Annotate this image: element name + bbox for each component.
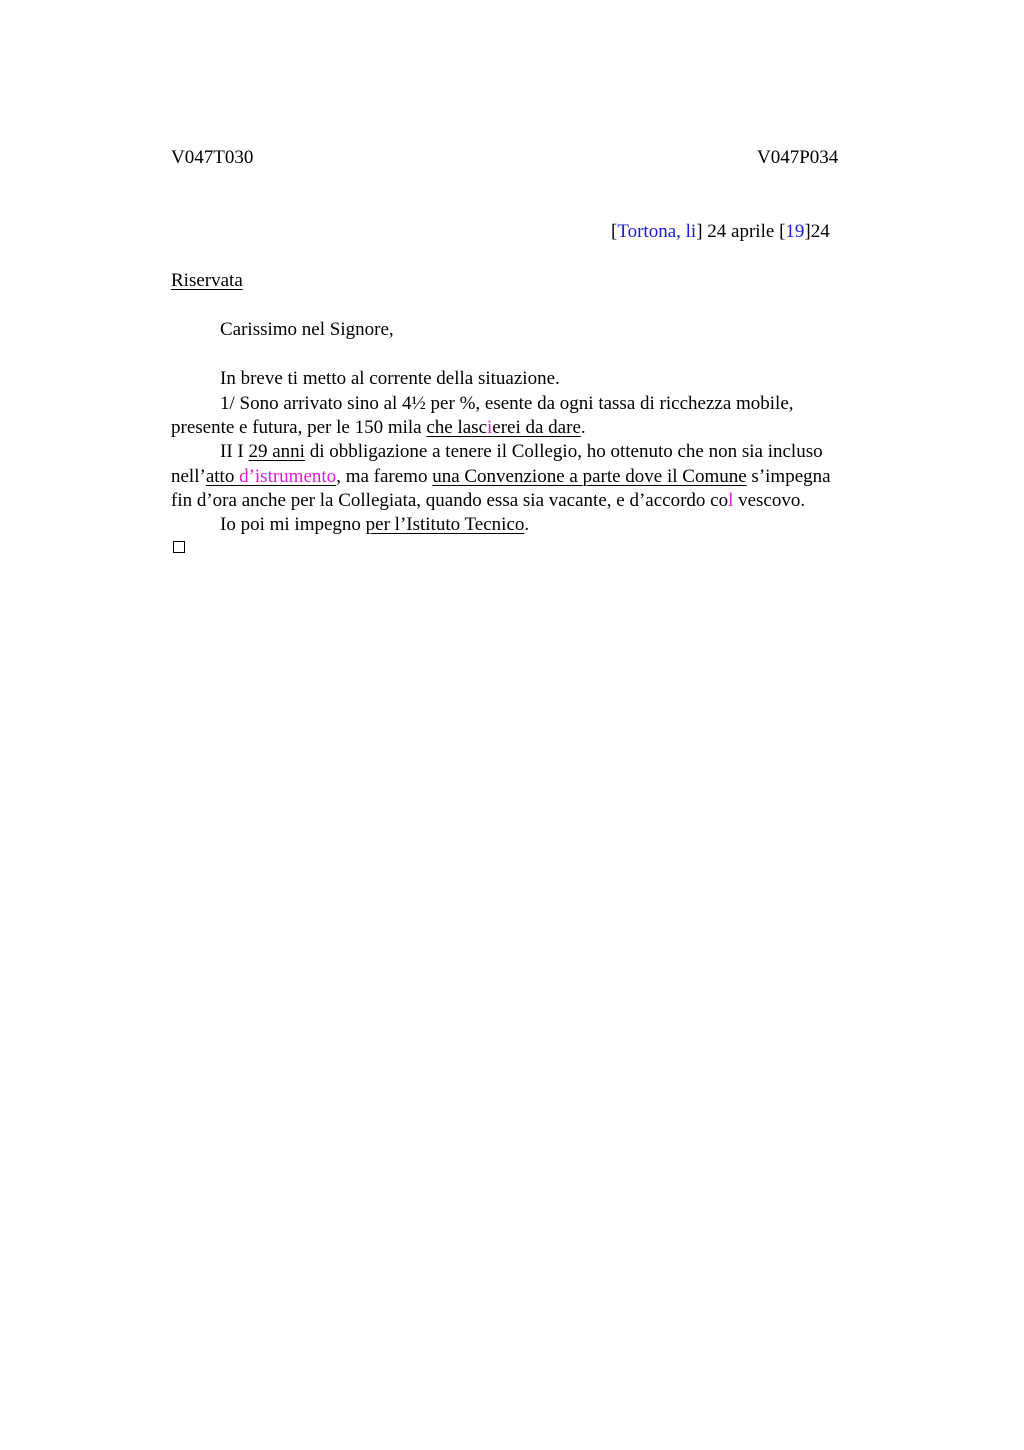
dateline-year-end: 24	[810, 221, 830, 242]
underlined-run	[426, 417, 581, 438]
dateline-year-century: 19	[785, 221, 805, 242]
salutation: Carissimo nel Signore,	[220, 319, 394, 340]
underlined-run	[206, 466, 336, 487]
correction-run: i	[487, 417, 493, 438]
underlined-run: una Convenzione a parte dove il Comune	[432, 466, 747, 487]
intro-line: In breve ti metto al corrente della situazione.	[220, 368, 560, 389]
text-run: , ma faremo	[336, 466, 433, 487]
end-of-document-square-icon	[173, 541, 185, 553]
text-run: .	[580, 417, 586, 438]
text-run: erei da dare	[492, 417, 581, 438]
text-run: fin d’ora anche per la Collegiata, quando essa sia vacante, e d’accordo co	[171, 490, 729, 511]
dateline-day-month: 24 aprile	[702, 221, 780, 242]
year-bracket-close: ]	[804, 221, 811, 242]
text-run: .	[524, 514, 530, 535]
text-run: che lasc	[426, 417, 487, 438]
point-2-line-3	[171, 489, 805, 513]
point-1-line-2	[171, 416, 586, 440]
correction-run: d’istrumento	[239, 466, 337, 487]
reserved-label: Riservata	[171, 270, 243, 291]
point-1-line-1: 1/ Sono arrivato sino al 4½ per %, esente da ogni tassa di ricchezza mobile,	[220, 393, 794, 414]
point-2-line-1	[220, 440, 823, 464]
archive-code-left: V047T030	[171, 147, 254, 168]
correction-run: l	[728, 490, 734, 511]
underlined-run: per l’Istituto Tecnico	[365, 514, 525, 535]
dateline-place: Tortona, li	[617, 221, 697, 242]
year-bracket-open: [	[779, 221, 786, 242]
text-run: nell’	[171, 466, 206, 487]
text-run: II I	[220, 441, 249, 462]
archive-code-right: V047P034	[757, 147, 839, 168]
point-3-line	[220, 513, 529, 537]
point-2-line-2	[171, 465, 831, 489]
dateline	[611, 220, 830, 244]
text-run: di obbligazione a tenere il Collegio, ho ottenuto che non sia incluso	[304, 441, 823, 462]
bracket-open: [	[611, 221, 618, 242]
bracket-close: ]	[696, 221, 703, 242]
text-run: vescovo.	[733, 490, 806, 511]
text-run: s’impegna	[746, 466, 831, 487]
text-run: presente e futura, per le 150 mila	[171, 417, 427, 438]
text-run: Io poi mi impegno	[220, 514, 366, 535]
text-run: atto	[205, 466, 240, 487]
underlined-run: 29 anni	[248, 441, 305, 462]
